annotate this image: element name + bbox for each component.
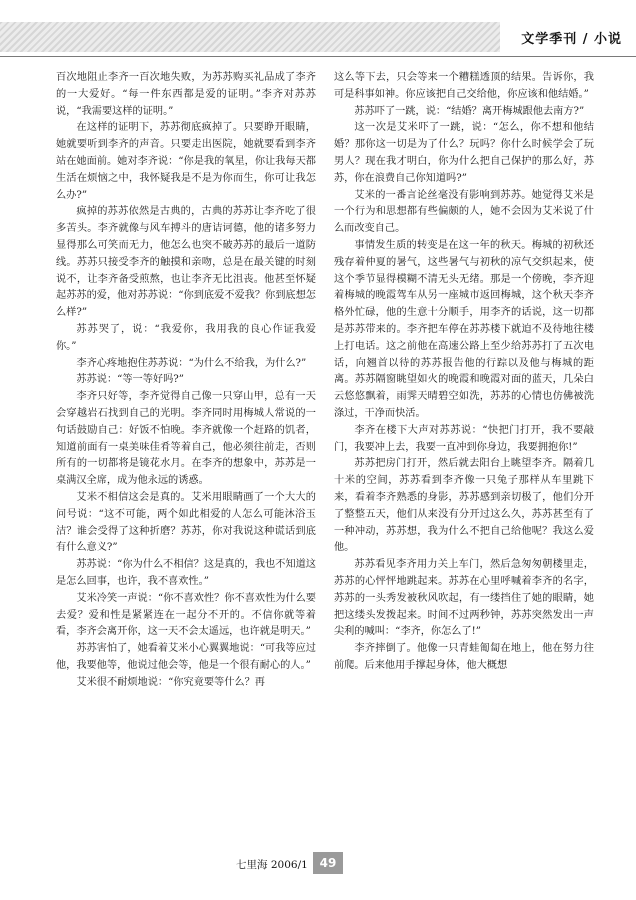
page-header [0, 18, 636, 58]
paragraph: 苏苏害怕了，她看着艾米小心翼翼地说：“可我等应过他，我要他等，他说过他会等，他是一个很有耐心的人。” [56, 643, 316, 671]
left-text-column [56, 70, 316, 835]
page-number: 49 [313, 852, 343, 874]
paragraph: 艾米不相信这会是真的。艾米用眼睛画了一个大大的问号说：“这不可能，两个如此相爱的人怎么可能沐浴玉洁？谁会受得了这种折磨？苏苏，你对我说这种谎话到底有什么意义?” [56, 491, 316, 554]
paragraph: 李齐心疼地抱住苏苏说：“为什么不给我，为什么?” [76, 357, 307, 369]
paragraph: 苏苏说：“你为什么不相信？这是真的，我也不知道这是怎么回事，也许，我不喜欢性。” [56, 559, 316, 587]
paragraph: 疯掉的苏苏依然是古典的，古典的苏苏让李齐吃了很多苦头。李齐就像与风车搏斗的唐诘诃德，他的诸多努力显得那么可笑而无力，他怎么也突不破苏苏的最后一道防线。苏苏只接受李齐的触摸和亲吻，总是在最关键的时刻说不，让李齐备受煎熬，也让李齐无比沮丧。他甚至怀疑起苏苏的爱，他对苏苏说：“你到底爱不爱我？你到底想怎么样?” [56, 206, 316, 319]
footer-publication [236, 857, 308, 872]
paragraph: 苏苏说：“等一等好吗?” [76, 374, 184, 386]
paragraph: 在这样的证明下，苏苏彻底疯掉了。只要睁开眼睛，她就要听到李齐的声音。只要走出医院，她就要看到李齐站在她面前。她对李齐说：“你是我的氧星，你让我每天都生活在烦恼之中，我怀疑我是不是为你而生，你可让我怎么办?” [56, 122, 316, 201]
magazine-name: 七里海 [236, 859, 268, 871]
section-label: 文学季刊 / 小说 [521, 32, 622, 47]
header-pattern-band [0, 22, 500, 52]
paragraph: 艾米很不耐烦地说：“你究竟要等什么？再 [76, 676, 265, 688]
paragraph: 李齐在楼下大声对苏苏说：“快把门打开，我不要敲门，我要冲上去，我要一直冲到你身边，我要拥抱你!” [334, 424, 594, 453]
paragraph: 百次地阻止李齐一百次地失败，为苏苏购买礼品成了李齐的一大爱好。“每一件东西都是爱的证明。”李齐对苏苏说，“我需要这样的证明。” [56, 72, 316, 117]
right-text-column [334, 70, 594, 835]
paragraph: 李齐只好等，李齐觉得自己像一只穿山甲，总有一天会穿越岩石找到自己的光明。李齐同时用梅城人常说的一句话鼓励自己：好饭不怕晚。李齐就像一个赶路的饥者，知道前面有一桌美味佳肴等着自己，他必须往前走，否则所有的一切都将是镜花水月。在李齐的想象中，苏苏是一桌满汉全席，成为他永远的诱惑。 [56, 391, 316, 487]
paragraph: 苏苏吓了一跳，说：“结婚？离开梅城跟他去南方?” [354, 105, 585, 117]
paragraph: 李齐摔倒了。他像一只青蛙匍匐在地上，他在努力往前爬。后来他用手撑起身体，他大概想 [334, 643, 594, 671]
paragraph: 苏苏看见李齐用力关上车门，然后急匆匆朝楼里走，苏苏的心怦怦地跳起来。苏苏在心里呼喊着李齐的名字，苏苏的一头秀发被秋风吹起，有一缕挡住了她的眼睛，她把这缕头发拨起来。时间不过两秒钟，苏苏突然发出一声尖利的喊叫：“李齐，你怎么了!” [334, 559, 594, 638]
paragraph: 这一次是艾米吓了一跳，说：“怎么，你不想和他结婚？那你这一切是为了什么？玩吗？你什么时候学会了玩男人？现在我才明白，你为什么把自己保护的那么好，苏苏，你在浪费自己你知道吗?” [334, 122, 594, 184]
page-footer [0, 852, 636, 876]
header-divider [0, 56, 636, 57]
paragraph: 艾米的一番言论丝毫没有影响到苏苏。她觉得艾米是一个行为和思想都有些偏颇的人，她不会因为艾米说了什么而改变自己。 [334, 189, 594, 235]
paragraph: 艾米冷笑一声说：“你不喜欢性？你不喜欢性为什么要去爱？爱和性是紧紧连在一起分不开的。不信你就等着看，李齐会离开你，这一天不会太遥远，也许就是明天。” [56, 592, 316, 638]
paragraph: 事情发生质的转变是在这一年的秋天。梅城的初秋还残存着仲夏的暑气，这些暑气与初秋的凉气交织起来，使这个季节显得模糊不清无头无绪。那是一个傍晚，李齐迎着梅城的晚霞驾车从另一座城市返回梅城，这个秋天李齐格外忙碌，他的生意十分顺手，用李齐的话说，这一切都是苏苏带来的。李齐把车停在苏苏楼下就迫不及待地往楼上打电话。这之前他在高速公路上至少给苏苏打了五次电话，向翘首以待的苏苏报告他的行踪以及他与梅城的距离。苏苏隔窗眺望如火的晚霞和晚霞对面的蓝天，几朵白云悠悠飘着，雨霁天晴碧空如洗，苏苏的心情也仿佛被洗涤过，干净而快活。 [334, 239, 594, 419]
paragraph: 苏苏哭了，说：“我爱你，我用我的良心作证我爱你。” [56, 323, 316, 352]
issue-number: 2006/1 [270, 859, 308, 871]
paragraph: 苏苏把房门打开，然后就去阳台上眺望李齐。隔着几十米的空间，苏苏看到李齐像一只兔子那样从车里跳下来，看着李齐熟悉的身影，苏苏感到亲切极了，他们分开了整整五天，他们从来没有分开过这么久，苏苏甚至有了一种冲动，苏苏想，我为什么不把自己给他呢？我这么爱他。 [334, 458, 594, 554]
paragraph: 这么等下去，只会等来一个糟糕透顶的结果。告诉你，我可是科事如神。你应该把自己交给他，你应该和他结婚。” [334, 72, 594, 100]
